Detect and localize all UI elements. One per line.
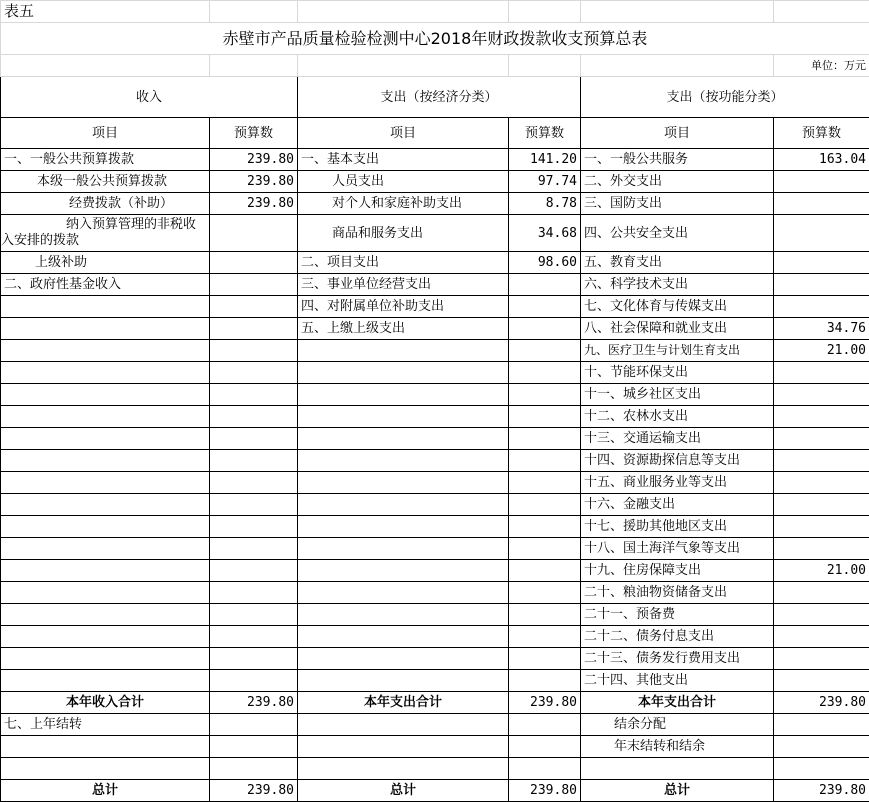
expense-economic-header[interactable]: 支出（按经济分类） xyxy=(298,77,581,118)
functional-item[interactable]: 三、国防支出 xyxy=(581,193,774,215)
functional-amount[interactable] xyxy=(774,626,869,648)
functional-item[interactable]: 二十四、其他支出 xyxy=(581,670,774,692)
functional-item[interactable]: 十、节能环保支出 xyxy=(581,362,774,384)
prior-year-carryover-label[interactable]: 七、上年结转 xyxy=(1,714,210,736)
functional-amount[interactable] xyxy=(774,296,869,318)
income-item: 纳入预算管理的非税收入安排的拨款 xyxy=(1,217,206,249)
economic-item[interactable]: 二、项目支出 xyxy=(298,252,509,274)
economic-amount[interactable] xyxy=(509,274,581,296)
functional-item[interactable]: 一、一般公共服务 xyxy=(581,149,774,171)
functional-item[interactable]: 十九、住房保障支出 xyxy=(581,560,774,582)
functional-amount[interactable]: 163.04 xyxy=(774,149,869,171)
col-header-budget[interactable]: 预算数 xyxy=(210,118,298,149)
page-title[interactable]: 赤壁市产品质量检验检测中心2018年财政拨款收支预算总表 xyxy=(1,23,869,55)
column-header-row xyxy=(1,118,869,149)
functional-amount[interactable] xyxy=(774,428,869,450)
grand-total-row xyxy=(1,780,869,802)
income-amount[interactable]: 239.80 xyxy=(210,193,298,215)
year-end-carryover-label[interactable]: 年末结转和结余 xyxy=(581,736,774,758)
income-amount[interactable]: 239.80 xyxy=(210,149,298,171)
expense-total-amount[interactable]: 239.80 xyxy=(509,692,581,714)
income-amount[interactable] xyxy=(210,252,298,274)
col-header-item[interactable]: 项目 xyxy=(1,118,210,149)
functional-item[interactable]: 二十一、预备费 xyxy=(581,604,774,626)
income-item[interactable]: 二、政府性基金收入 xyxy=(1,274,210,296)
table-row xyxy=(1,149,869,171)
income-amount[interactable] xyxy=(210,274,298,296)
unit-label[interactable]: 单位：万元 xyxy=(774,55,869,77)
year-total-row xyxy=(1,692,869,714)
col-header-budget[interactable]: 预算数 xyxy=(774,118,869,149)
functional-amount[interactable]: 21.00 xyxy=(774,340,869,362)
functional-amount[interactable] xyxy=(774,582,869,604)
title-row xyxy=(1,23,869,55)
economic-amount[interactable] xyxy=(509,296,581,318)
economic-item[interactable]: 人员支出 xyxy=(298,171,509,193)
blank-row xyxy=(1,758,869,780)
income-item[interactable]: 经费拨款（补助） xyxy=(1,193,210,215)
functional-amount[interactable]: 21.00 xyxy=(774,560,869,582)
table-row xyxy=(1,560,869,582)
functional-item[interactable]: 二十、粮油物资储备支出 xyxy=(581,582,774,604)
table-row xyxy=(1,428,869,450)
table-label-row xyxy=(1,1,869,23)
table-row xyxy=(1,384,869,406)
functional-item[interactable]: 七、文化体育与传媒支出 xyxy=(581,296,774,318)
functional-amount[interactable] xyxy=(774,215,869,252)
expense-functional-header[interactable]: 支出（按功能分类） xyxy=(581,77,869,118)
economic-item[interactable]: 五、上缴上级支出 xyxy=(298,318,509,340)
functional-item[interactable]: 十一、城乡社区支出 xyxy=(581,384,774,406)
functional-amount[interactable] xyxy=(774,450,869,472)
income-item[interactable]: 上级补助 xyxy=(1,252,210,274)
income-amount[interactable] xyxy=(210,340,298,362)
table-row xyxy=(1,274,869,296)
functional-item[interactable]: 二、外交支出 xyxy=(581,171,774,193)
functional-amount[interactable] xyxy=(774,252,869,274)
table-row xyxy=(1,340,869,362)
economic-amount[interactable] xyxy=(509,340,581,362)
expense-total-label[interactable]: 本年支出合计 xyxy=(298,692,509,714)
income-section-header[interactable]: 收入 xyxy=(1,77,298,118)
grand-total-label[interactable]: 总计 xyxy=(298,780,509,802)
income-amount[interactable] xyxy=(210,215,298,252)
functional-amount[interactable] xyxy=(774,538,869,560)
functional-item[interactable]: 八、社会保障和就业支出 xyxy=(581,318,774,340)
functional-amount[interactable] xyxy=(774,494,869,516)
economic-item[interactable]: 一、基本支出 xyxy=(298,149,509,171)
economic-item[interactable]: 四、对附属单位补助支出 xyxy=(298,296,509,318)
functional-amount[interactable] xyxy=(774,171,869,193)
table-row xyxy=(1,318,869,340)
table-row xyxy=(1,670,869,692)
functional-item[interactable]: 十五、商业服务业等支出 xyxy=(581,472,774,494)
year-end-row xyxy=(1,736,869,758)
income-item[interactable] xyxy=(1,318,210,340)
functional-item[interactable]: 十二、农林水支出 xyxy=(581,406,774,428)
unit-row xyxy=(1,55,869,77)
functional-total-amount[interactable]: 239.80 xyxy=(774,692,869,714)
grand-total-amount[interactable]: 239.80 xyxy=(509,780,581,802)
section-header-row xyxy=(1,77,869,118)
table-row xyxy=(1,171,869,193)
functional-amount[interactable]: 34.76 xyxy=(774,318,869,340)
grand-total-label[interactable]: 总计 xyxy=(1,780,210,802)
economic-amount[interactable]: 97.74 xyxy=(509,171,581,193)
functional-amount[interactable] xyxy=(774,472,869,494)
table-row xyxy=(1,604,869,626)
functional-item[interactable]: 九、医疗卫生与计划生育支出 xyxy=(581,340,774,362)
income-item[interactable] xyxy=(1,296,210,318)
col-header-item[interactable]: 项目 xyxy=(581,118,774,149)
table-row xyxy=(1,538,869,560)
functional-item[interactable]: 二十三、债务发行费用支出 xyxy=(581,648,774,670)
functional-item[interactable]: 六、科学技术支出 xyxy=(581,274,774,296)
functional-amount[interactable] xyxy=(774,362,869,384)
col-header-budget[interactable]: 预算数 xyxy=(509,118,581,149)
functional-amount[interactable] xyxy=(774,670,869,692)
functional-amount[interactable] xyxy=(774,193,869,215)
functional-amount[interactable] xyxy=(774,648,869,670)
functional-amount[interactable] xyxy=(774,406,869,428)
functional-item[interactable]: 四、公共安全支出 xyxy=(581,215,774,252)
economic-item[interactable] xyxy=(298,340,509,362)
economic-amount[interactable]: 8.78 xyxy=(509,193,581,215)
table-row xyxy=(1,494,869,516)
functional-amount[interactable] xyxy=(774,516,869,538)
table-row xyxy=(1,450,869,472)
carryover-row xyxy=(1,714,869,736)
income-amount[interactable] xyxy=(210,318,298,340)
table-row xyxy=(1,193,869,215)
functional-item[interactable]: 十七、援助其他地区支出 xyxy=(581,516,774,538)
col-header-item[interactable]: 项目 xyxy=(298,118,509,149)
table-label[interactable]: 表五 xyxy=(1,1,210,23)
functional-item[interactable]: 十三、交通运输支出 xyxy=(581,428,774,450)
functional-item[interactable]: 十四、资源勘探信息等支出 xyxy=(581,450,774,472)
table-row xyxy=(1,296,869,318)
table-row xyxy=(1,582,869,604)
table-row xyxy=(1,648,869,670)
income-amount[interactable] xyxy=(210,296,298,318)
table-row xyxy=(1,406,869,428)
functional-total-label[interactable]: 本年支出合计 xyxy=(581,692,774,714)
table-row xyxy=(1,626,869,648)
economic-item[interactable]: 对个人和家庭补助支出 xyxy=(298,193,509,215)
table-row xyxy=(1,252,869,274)
table-row xyxy=(1,472,869,494)
economic-item[interactable]: 商品和服务支出 xyxy=(298,215,509,252)
income-item[interactable]: 本级一般公共预算拨款 xyxy=(1,171,210,193)
economic-amount[interactable]: 98.60 xyxy=(509,252,581,274)
income-amount[interactable]: 239.80 xyxy=(210,171,298,193)
table-row xyxy=(1,362,869,384)
income-total-label[interactable]: 本年收入合计 xyxy=(1,692,210,714)
functional-amount[interactable] xyxy=(774,274,869,296)
functional-item[interactable]: 二十二、债务付息支出 xyxy=(581,626,774,648)
functional-item[interactable]: 十八、国土海洋气象等支出 xyxy=(581,538,774,560)
income-total-amount[interactable]: 239.80 xyxy=(210,692,298,714)
economic-amount[interactable]: 141.20 xyxy=(509,149,581,171)
income-item[interactable] xyxy=(1,340,210,362)
functional-amount[interactable] xyxy=(774,604,869,626)
functional-amount[interactable] xyxy=(774,384,869,406)
economic-item[interactable]: 三、事业单位经营支出 xyxy=(298,274,509,296)
economic-amount[interactable]: 34.68 xyxy=(509,215,581,252)
table-row xyxy=(1,516,869,538)
economic-amount[interactable] xyxy=(509,318,581,340)
grand-total-amount[interactable]: 239.80 xyxy=(774,780,869,802)
grand-total-amount[interactable]: 239.80 xyxy=(210,780,298,802)
functional-item[interactable]: 十六、金融支出 xyxy=(581,494,774,516)
table-row xyxy=(1,215,869,252)
grand-total-label[interactable]: 总计 xyxy=(581,780,774,802)
surplus-distribution-label[interactable]: 结余分配 xyxy=(581,714,774,736)
functional-item[interactable]: 五、教育支出 xyxy=(581,252,774,274)
income-item[interactable]: 一、一般公共预算拨款 xyxy=(1,149,210,171)
